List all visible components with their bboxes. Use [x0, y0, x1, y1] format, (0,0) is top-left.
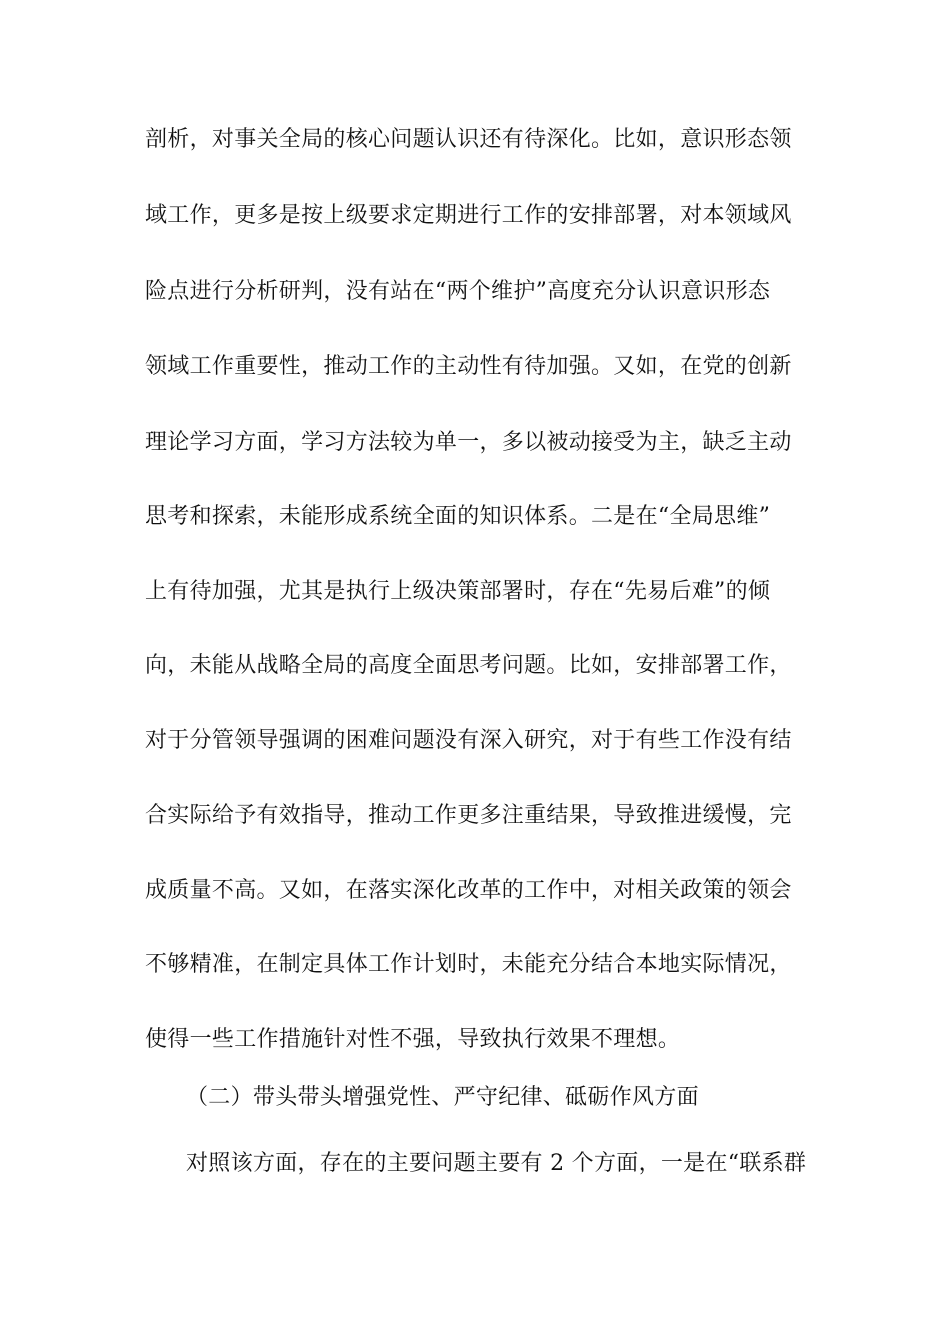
- body-line-5: 理论学习方面，学习方法较为单一，多以被动接受为主，缺乏主动: [145, 430, 792, 455]
- body-line-6: 思考和探索，未能形成系统全面的知识体系。二是在“全局思维”: [145, 504, 771, 529]
- body-line-13: 使得一些工作措施针对性不强，导致执行效果不理想。: [145, 1027, 681, 1052]
- body-line-3: 险点进行分析研判，没有站在“两个维护”高度充分认识意识形态: [145, 279, 771, 304]
- body-line-4: 领域工作重要性，推动工作的主动性有待加强。又如，在党的创新: [145, 354, 792, 379]
- section-heading: （二）带头带头增强党性、严守纪律、砥砺作风方面: [186, 1085, 699, 1110]
- body-line-2: 域工作，更多是按上级要求定期进行工作的安排部署，对本领域风: [145, 203, 792, 228]
- paragraph-first-line: 对照该方面，存在的主要问题主要有 2 个方面，一是在“联系群: [186, 1151, 807, 1176]
- body-line-1: 剖析，对事关全局的核心问题认识还有待深化。比如，意识形态领: [145, 127, 792, 152]
- body-line-9: 对于分管领导强调的困难问题没有深入研究，对于有些工作没有结: [145, 728, 792, 753]
- body-line-12: 不够精准，在制定具体工作计划时，未能充分结合本地实际情况，: [145, 952, 792, 977]
- body-line-8: 向，未能从战略全局的高度全面思考问题。比如，安排部署工作，: [145, 653, 792, 678]
- body-line-7: 上有待加强，尤其是执行上级决策部署时，存在“先易后难”的倾: [145, 579, 771, 604]
- body-line-11: 成质量不高。又如，在落实深化改革的工作中，对相关政策的领会: [145, 878, 792, 903]
- body-line-10: 合实际给予有效指导，推动工作更多注重结果，导致推进缓慢，完: [145, 803, 792, 828]
